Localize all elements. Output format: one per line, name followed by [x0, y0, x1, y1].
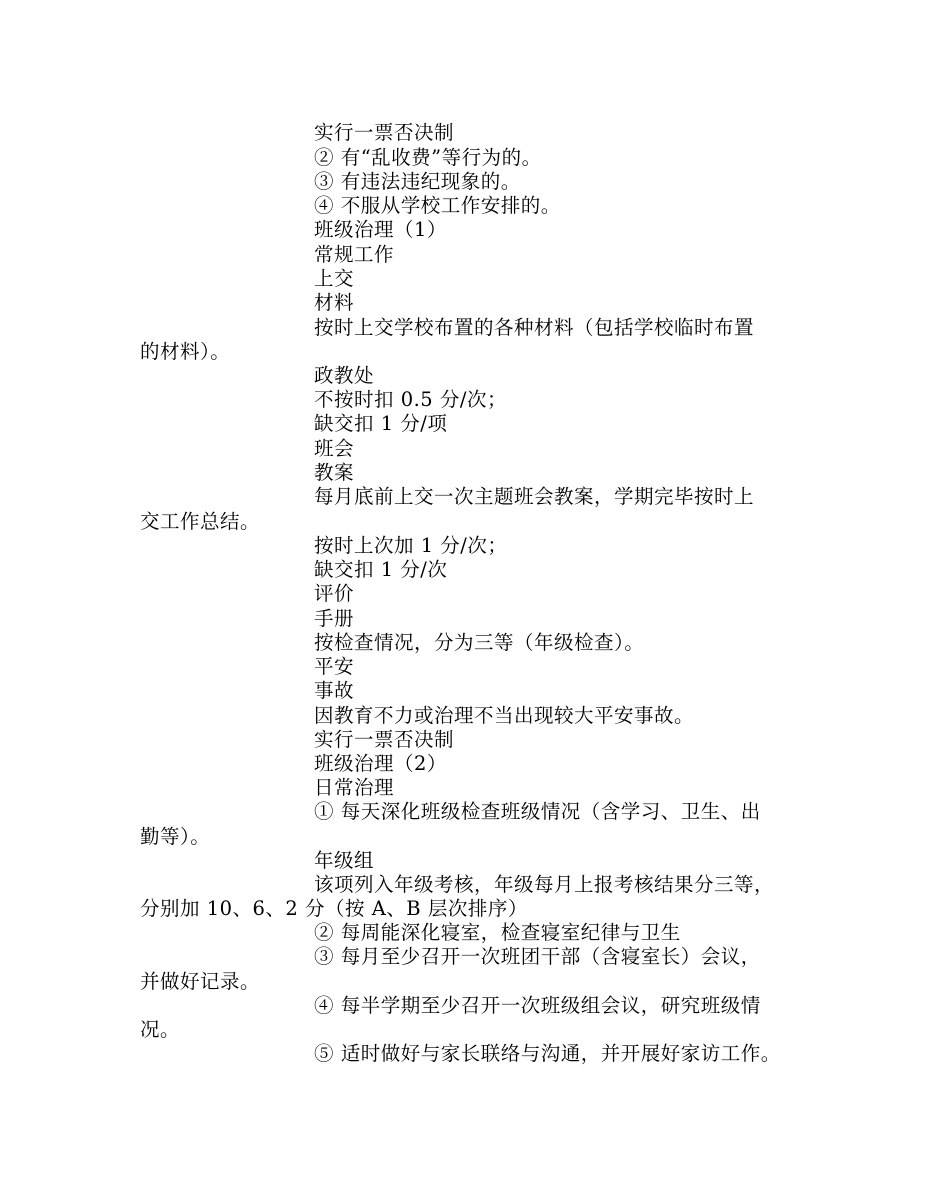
text-line: 按检查情况，分为三等（年级检查）。 [314, 631, 645, 654]
text-line: 缺交扣 1 分/项 [314, 412, 448, 435]
text-line: ③ 每月至少召开一次班团干部（含寝室长）会议， [314, 945, 761, 968]
text-line: ② 有“乱收费”等行为的。 [314, 146, 542, 169]
text-line: 分别加 10、6、2 分（按 A、B 层次排序） [140, 897, 528, 920]
text-line: 因教育不力或治理不当出现较大平安事故。 [314, 704, 695, 727]
text-line: 的材料）。 [140, 340, 231, 363]
text-line: 实行一票否决制 [314, 728, 455, 751]
text-line: 况。 [140, 1018, 181, 1041]
text-line: 年级组 [314, 849, 375, 872]
text-line: 班会 [314, 437, 355, 460]
text-line: 不按时扣 0.5 分/次； [314, 388, 507, 411]
section-heading: 班级治理（1） [314, 218, 447, 241]
text-line: ① 每天深化班级检查班级情况（含学习、卫生、出 [314, 800, 761, 823]
text-line: ④ 每半学期至少召开一次班级组会议，研究班级情 [314, 994, 761, 1017]
text-line: 日常治理 [314, 776, 395, 799]
text-line: 实行一票否决制 [314, 121, 455, 144]
text-line: 按时上次加 1 分/次； [314, 534, 508, 557]
text-line: ③ 有违法违纪现象的。 [314, 170, 521, 193]
text-line: 交工作总结。 [140, 510, 261, 533]
text-line: 政教处 [314, 364, 375, 387]
section-heading: 班级治理（2） [314, 752, 447, 775]
text-line: 评价 [314, 582, 355, 605]
text-line: 常规工作 [314, 243, 395, 266]
text-line: ② 每周能深化寝室，检查寝室纪律与卫生 [314, 921, 681, 944]
text-line: 勤等）。 [140, 825, 211, 848]
text-line: 材料 [314, 291, 355, 314]
text-line: 每月底前上交一次主题班会教案，学期完毕按时上 [314, 485, 755, 508]
text-line: ④ 不服从学校工作安排的。 [314, 194, 561, 217]
text-line: ⑤ 适时做好与家长联络与沟通，并开展好家访工作。 [314, 1042, 781, 1065]
text-line: 该项列入年级考核，年级每月上报考核结果分三等， [314, 873, 775, 896]
text-line: 平安 [314, 655, 355, 678]
text-line: 并做好记录。 [140, 970, 261, 993]
text-line: 上交 [314, 267, 355, 290]
text-line: 事故 [314, 679, 355, 702]
text-line: 缺交扣 1 分/次 [314, 558, 448, 581]
text-line: 手册 [314, 607, 355, 630]
text-line: 教案 [314, 461, 355, 484]
text-line: 按时上交学校布置的各种材料（包括学校临时布置 [314, 316, 755, 339]
